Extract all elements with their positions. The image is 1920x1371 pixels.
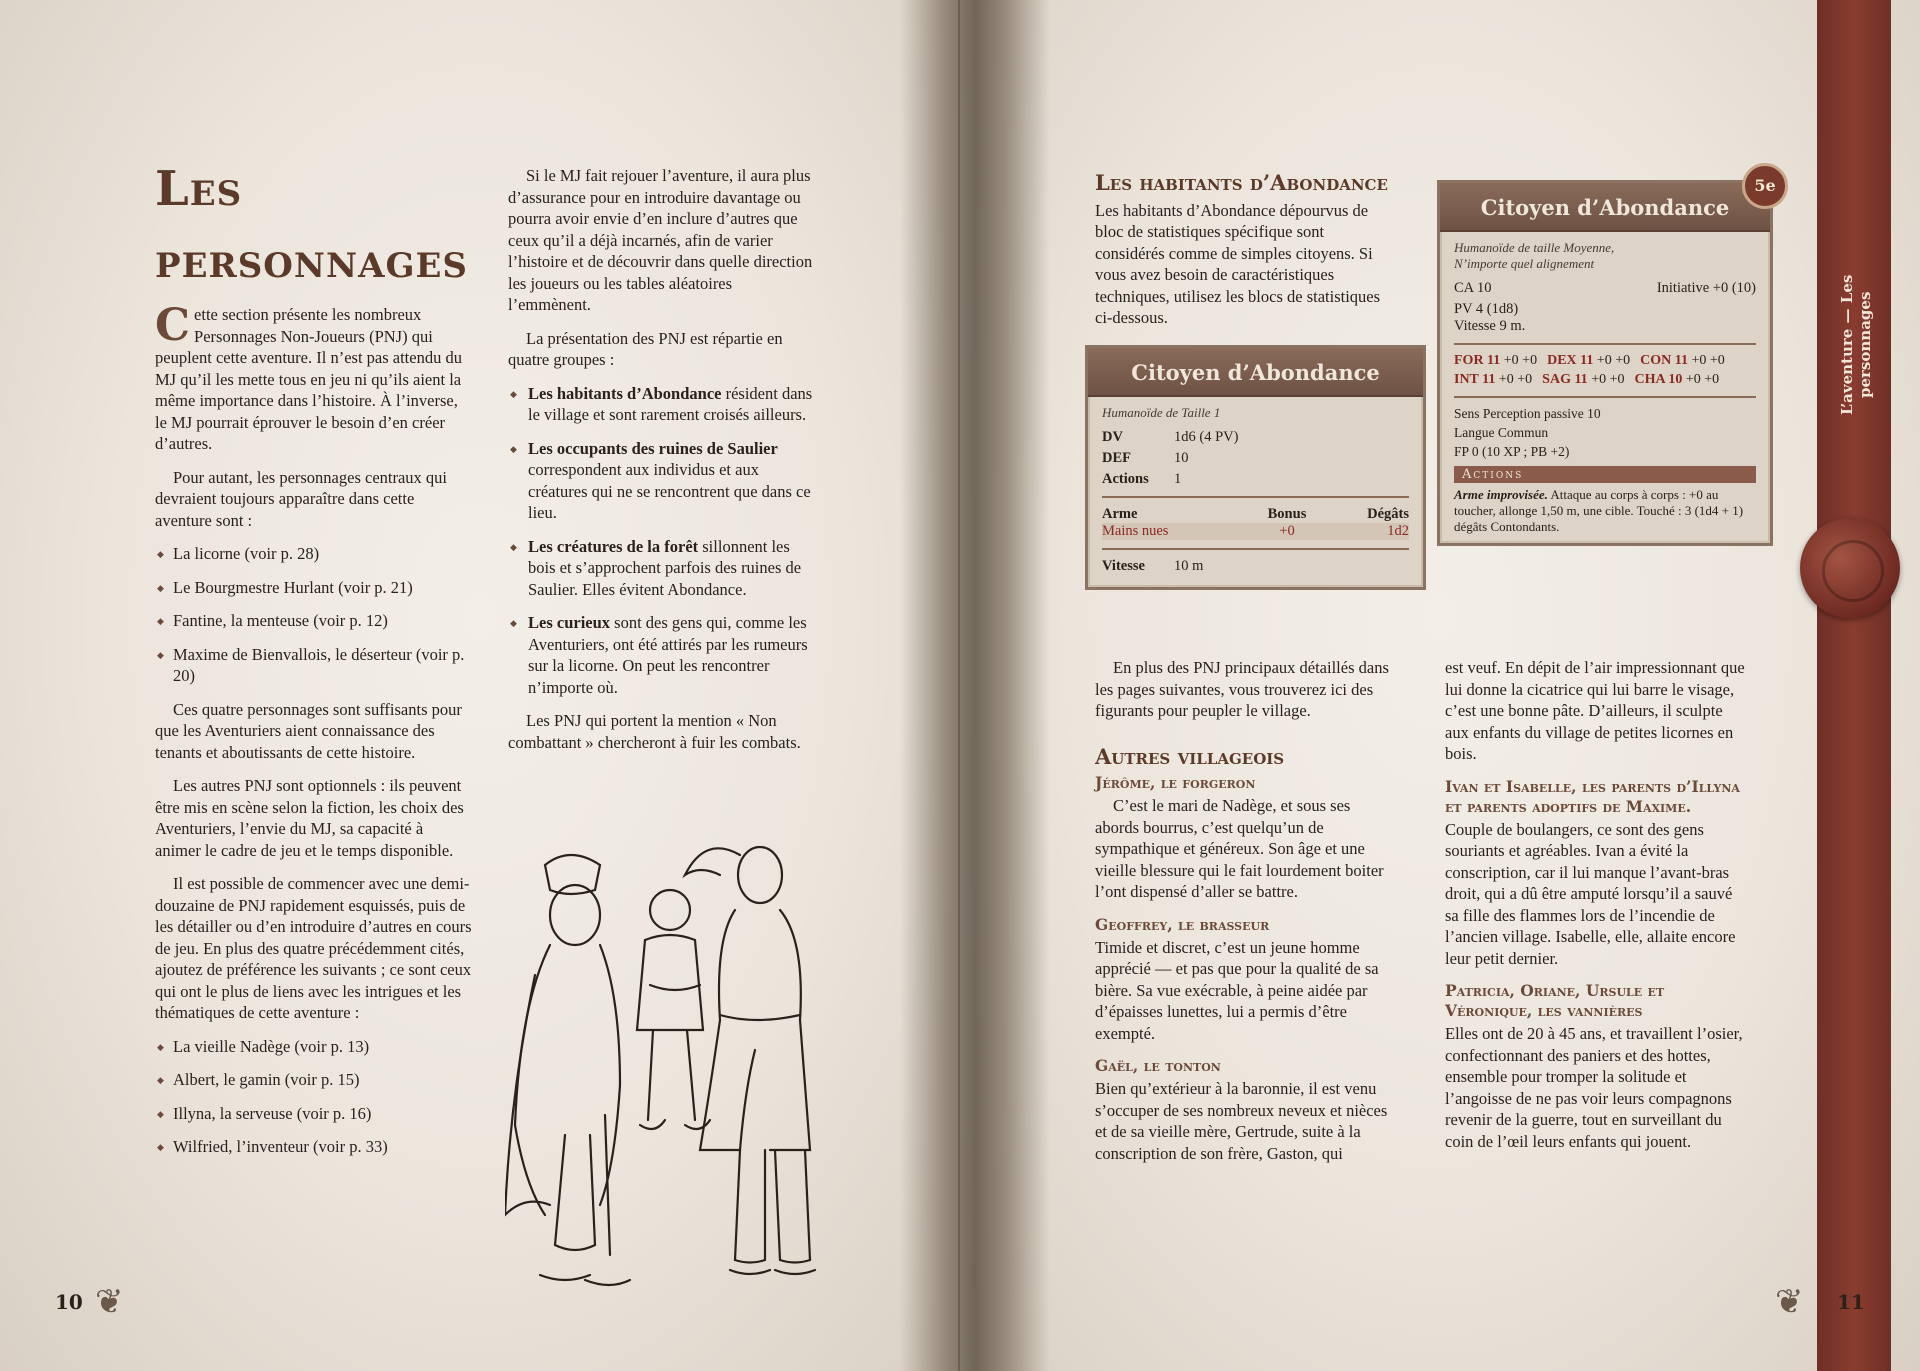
list-item: ◆ Fantine, la menteuse (voir p. 12) — [155, 610, 473, 632]
stat-row: CA 10 Initiative +0 (10) — [1454, 280, 1756, 296]
central-characters-list — [155, 543, 473, 687]
npc-title: Ivan et Isabelle, les parents d’Illyna et parents adoptifs de Maxime. — [1445, 776, 1740, 816]
list-item: ◆ Le Bourgmestre Hurlant (voir p. 21) — [155, 577, 473, 599]
stat-row: Vitesse 10 m — [1102, 558, 1204, 574]
stat-row: DV 1d6 (4 PV) — [1102, 429, 1239, 445]
section-title: Les habitants d’Abondance — [1095, 170, 1388, 195]
left-column-1 — [155, 300, 473, 1170]
suggested-characters-list — [155, 1036, 473, 1158]
paragraph: Pour autant, les personnages centraux qui devraient toujours apparaître dans cette aventure sont : — [155, 467, 448, 530]
npc-description: Elles ont de 20 à 45 ans, et travaillent l’osier, confectionnant des paniers et des hottes, ensemble pour tromper la solitude et l’angoisse de ne pas voir leurs compagnons revenir de la guerre, tout en surveillant du coin de l’œil leurs enfants qui jouent. — [1445, 1024, 1743, 1151]
title-line-2: personnages — [155, 233, 468, 289]
actions-header: Actions — [1454, 466, 1756, 483]
left-column-2 — [508, 165, 818, 765]
paragraph: est veuf. En dépit de l’air impressionnant que lui donne la cicatrice qui lui barre le visage, c’est une bonne pâte. D’ailleurs, il sculpte aux enfants du village de petites licornes en bois. — [1445, 658, 1745, 763]
paragraph: La présentation des PNJ est répartie en quatre groupes : — [508, 328, 783, 369]
language: Langue Commun — [1454, 425, 1549, 440]
list-item: ◆ Les curieux sont des gens qui, comme les Aventuriers, ont été attirés par les rumeurs sur la licorne. On peut les rencontrer n’importe où. — [508, 612, 818, 698]
statblock-title: Citoyen d’Abondance — [1440, 183, 1770, 232]
stat-row: Actions 1 — [1102, 471, 1182, 487]
page-corner-ornament: ❦ — [95, 1282, 124, 1322]
list-item: ◆ Illyna, la serveuse (voir p. 16) — [155, 1103, 473, 1125]
abilities-row: FOR 11 +0 +0 DEX 11 +0 +0 CON 11 +0 +0 — [1454, 353, 1725, 368]
divider — [1102, 496, 1409, 498]
abilities-row: INT 11 +0 +0 SAG 11 +0 +0 CHA 10 +0 +0 — [1454, 372, 1720, 387]
chapter-tab-label: L’aventure — Les personnages — [1838, 274, 1874, 416]
statblock-subtitle: Humanoïde de Taille 1 — [1102, 405, 1221, 420]
weapon-header: Arme Bonus Dégâts — [1102, 506, 1409, 522]
npc-description: Couple de boulangers, ce sont des gens souriants et agréables. Ivan a évité la conscription, car il lui manque l’avant-bras droit, qui a dû être amputé lorsqu’il a sauvé sa fille des flammes lors de l’incendie de l’ancien village. Isabelle, elle, allaite encore leur petit dernier. — [1445, 819, 1736, 968]
statblock-body — [1088, 397, 1423, 587]
npc-description: Timide et discret, c’est un jeune homme apprécié — et pas que pour la qualité de sa bière. Sa vue exécrable, à peine aidée par d’épaisses lunettes, lui a permis d’être exempté. — [1095, 937, 1379, 1043]
stat-row: Vitesse 9 m. — [1454, 318, 1526, 334]
divider — [1454, 396, 1756, 398]
weapon-row: Mains nues +0 1d2 — [1102, 523, 1409, 539]
intro-paragraph — [155, 300, 473, 455]
npc-title: Gaël, le tonton — [1095, 1056, 1221, 1075]
paragraph: Les PNJ qui portent la mention « Non combattant » chercheront à fuir les combats. — [508, 711, 801, 752]
npc-title: Geoffrey, le brasseur — [1095, 914, 1270, 934]
subsection-title: Autres villageois — [1095, 743, 1285, 769]
edition-badge: 5e — [1742, 163, 1788, 209]
npc-title: Patricia, Oriane, Ursule et Véronique, les vannières — [1445, 981, 1665, 1020]
statblock-title: Citoyen d’Abondance — [1088, 348, 1423, 397]
npc-description: C’est le mari de Nadège, et sous ses abords bourrus, c’est quelqu’un de sympathique et généreux. Son âge et une vieille blessure qui le fait lourdement boiter l’ont dispensé d’aller se battre. — [1095, 796, 1384, 901]
list-item: ◆ Les habitants d’Abondance résident dans le village et sont rarement croisés ailleurs. — [508, 383, 818, 426]
title-line-1: Les — [155, 161, 243, 217]
paragraph: En plus des PNJ principaux détaillés dans les pages suivantes, vous trouverez ici des figurants pour peupler le village. — [1095, 658, 1389, 720]
challenge: FP 0 (10 XP ; PB +2) — [1454, 444, 1570, 459]
npc-title: Jérôme, le forgeron — [1095, 773, 1256, 792]
paragraph: Si le MJ fait rejouer l’aventure, il aura plus d’assurance pour en introduire davantage ou pourra avoir envie d’en inclure d’autres que ceux qu’il a déjà incarnés, afin de varier l’histoire et de découvrir dans quelle direction les joueurs ou les tables aléatoires l’emmènent. — [508, 166, 813, 314]
stat-row: DEF 10 — [1102, 450, 1189, 466]
wax-seal-icon — [1800, 518, 1900, 618]
characters-illustration — [505, 815, 835, 1305]
list-item: ◆ Wilfried, l’inventeur (voir p. 33) — [155, 1136, 473, 1158]
list-item: ◆ La vieille Nadège (voir p. 13) — [155, 1036, 473, 1058]
list-item: ◆ Maxime de Bienvallois, le déserteur (voir p. 20) — [155, 644, 473, 687]
page-number: 10 — [55, 1290, 83, 1314]
npc-description: Bien qu’extérieur à la baronnie, il est venu s’occuper de ses nombreux neveux et nièces et de sa vieille mère, Gertrude, suite à la conscription de son frère, Gaston, qui — [1095, 1079, 1388, 1163]
intro-text: ette section présente les nombreux Personnages Non-Joueurs (PNJ) qui peuplent cette aventure. Il n’est pas attendu du MJ qu’il les mette tous en jeu ni qu’ils aient la même importance dans l’histoire. À l’inverse, le MJ pourrait éprouver le besoin d’en créer d’autres. — [155, 305, 462, 453]
list-item: ◆ Les occupants des ruines de Saulier correspondent aux individus et aux créatures qui ne se rencontrent que dans ce lieu. — [508, 438, 818, 524]
page-corner-ornament: ❦ — [1775, 1282, 1804, 1322]
divider — [1102, 548, 1409, 550]
paragraph: Ces quatre personnages sont suffisants pour que les Aventuriers aient connaissance des tenants et aboutissants de cette histoire. — [155, 699, 462, 762]
gutter-line — [958, 0, 960, 1371]
divider — [1454, 343, 1756, 345]
section-intro: Les habitants d’Abondance dépourvus de bloc de statistiques spécifique sont considérés comme de simples citoyens. Si vous avez besoin de caractéristiques techniques, utilisez les blocs de statistiques ci-dessous. — [1095, 200, 1381, 327]
paragraph: Il est possible de commencer avec une demi-douzaine de PNJ rapidement esquissés, puis de les détailler ou d’en introduire d’autres en cours de jeu. En plus des quatre précédemment cités, ajoutez de préférence les suivants ; ce sont ceux qui ont le plus de liens avec les intrigues et les thématiques de cette aventure : — [155, 874, 472, 1022]
right-column-2 — [1445, 657, 1745, 1164]
stat-row: PV 4 (1d8) — [1454, 301, 1519, 317]
npc-groups-list — [508, 383, 818, 699]
list-item: ◆ Les créatures de la forêt sillonnent les bois et s’approchent parfois des ruines de Saulier. Elles évitent Abondance. — [508, 536, 818, 601]
statblock-body — [1440, 232, 1770, 543]
list-item: ◆ Albert, le gamin (voir p. 15) — [155, 1069, 473, 1091]
right-intro-column — [1095, 172, 1395, 341]
statblock-citizen — [1085, 345, 1426, 590]
statblock-subtitle: Humanoïde de taille Moyenne, N’importe quel alignement — [1454, 240, 1615, 271]
chapter-tab — [1817, 0, 1891, 1371]
action-description: Arme improvisée. Attaque au corps à corps : +0 au toucher, allonge 1,50 m, une cible. Touché : 3 (1d4 + 1) dégâts Contondants. — [1454, 487, 1744, 534]
statblock-citizen-5e — [1437, 180, 1773, 546]
right-column-1 — [1095, 657, 1395, 1176]
senses: Sens Perception passive 10 — [1454, 406, 1601, 421]
drop-cap: C — [155, 300, 191, 351]
page-number: 11 — [1837, 1290, 1865, 1314]
page-title — [155, 160, 468, 290]
paragraph: Les autres PNJ sont optionnels : ils peuvent être mis en scène selon la fiction, les choix des Aventuriers, l’envie du MJ, sa capacité à animer le cadre de jeu et le temps disponible. — [155, 776, 464, 860]
list-item: ◆ La licorne (voir p. 28) — [155, 543, 473, 565]
book-gutter — [900, 0, 1050, 1371]
